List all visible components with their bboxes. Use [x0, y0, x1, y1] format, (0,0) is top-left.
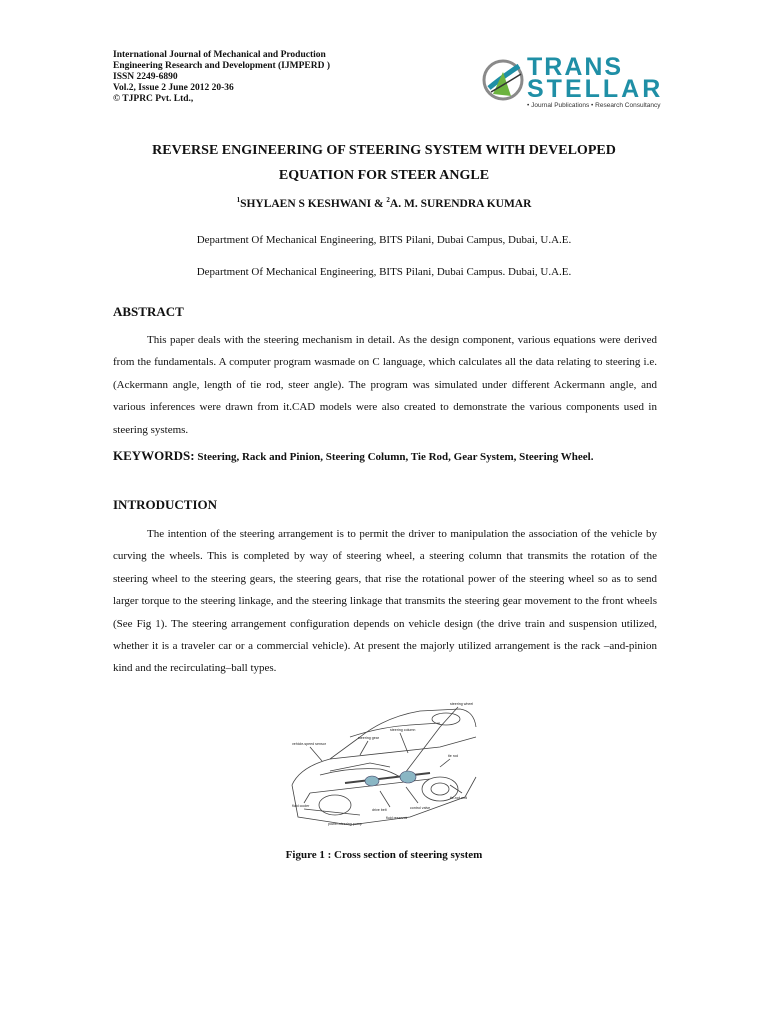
- label-tie-rod-end: tie-rod end: [450, 796, 468, 800]
- label-fluid-cooler: fluid cooler: [292, 804, 310, 808]
- affiliation-2: Department Of Mechanical Engineering, BITS Pilani, Dubai Campus. Dubai, U.A.E.: [196, 266, 572, 278]
- abstract-heading: ABSTRACT: [113, 304, 184, 319]
- journal-name-line1: International Journal of Mechanical and Production: [113, 50, 326, 60]
- paper-title: [90, 138, 678, 188]
- label-tie-rod: tie rod: [448, 754, 458, 758]
- label-drive-belt: drive belt: [372, 808, 387, 812]
- keywords-label: KEYWORDS:: [113, 448, 195, 463]
- affiliation-1: Department Of Mechanical Engineering, BITS Pilani, Dubai Campus, Dubai, U.A.E.: [196, 234, 572, 246]
- logo-tagline: • Journal Publications • Research Consultancy: [527, 102, 661, 109]
- keywords: [113, 445, 657, 468]
- label-vehicle-speed-sensor: vehicle-speed sensor: [292, 742, 326, 746]
- logo-word-trans: TRANS: [527, 53, 624, 81]
- label-steering-gear: steering gear: [358, 736, 379, 740]
- journal-issn: ISSN 2249-6890: [113, 72, 178, 82]
- label-power-steering-pump: power-steering pump: [328, 822, 362, 826]
- introduction-text: The intention of the steering arrangement is to permit the driver to manipulation the association of the vehicle by curving the wheels. This is completed by way of steering wheel, a steering column that transmits the rotation of the steering wheel to the steering gears, the steering gears, that rise the rotational power of the steering wheel so as to send larger torque to the steering linkage, and the steering linkage that transmits the steering gear movement to the front wheels (See Fig 1). The steering arrangement configuration depends on vehicle design (the drive train and suspension utilized, whether it is a traveler car or a commercial vehicle). At present the majorly utilized arrangement is the rack –and-pinion kind and the recirculating–ball types.: [113, 528, 657, 675]
- paper-title-line1: REVERSE ENGINEERING OF STEERING SYSTEM WITH DEVELOPED: [152, 143, 616, 158]
- publisher-logo: [481, 53, 664, 112]
- logo-wordmark: [527, 53, 664, 103]
- author1-marker: 1: [236, 196, 241, 204]
- paper-title-line2: EQUATION FOR STEER ANGLE: [278, 168, 490, 183]
- label-control-valve: control valve: [410, 806, 431, 810]
- label-steering-wheel: steering wheel: [450, 702, 474, 706]
- journal-info: [113, 50, 330, 105]
- journal-copyright: © TJPRC Pvt. Ltd.,: [113, 94, 194, 104]
- journal-name-line2: Engineering Research and Development (IJMPERD ): [113, 61, 330, 71]
- keywords-text: Steering, Rack and Pinion, Steering Column, Tie Rod, Gear System, Steering Wheel.: [194, 451, 594, 463]
- label-steering-column: steering column: [390, 728, 416, 732]
- introduction-heading: INTRODUCTION: [113, 497, 218, 512]
- label-fluid-reservoir: fluid reservoir: [386, 816, 408, 820]
- author1-name: SHYLAEN S KESHWANI &: [240, 197, 387, 210]
- author2-marker: 2: [386, 196, 390, 204]
- figure-1-steering-diagram: [290, 697, 478, 830]
- logo-word-stellar: STELLAR: [527, 75, 664, 103]
- figure-1-caption: Figure 1 : Cross section of steering system: [285, 849, 483, 861]
- steering-system-drawing: [290, 697, 478, 830]
- logo-globe-icon: [481, 58, 525, 106]
- abstract-text: This paper deals with the steering mechanism in detail. As the design component, various equations were derived from the fundamentals. A computer program wasmade on C language, which calculates all the data relating to steering i.e. (Ackermann angle, length of tie rod, steer angle). The program was simulated under different Ackermann angle, and various inferences were drawn from it.CAD models were also created to demonstrate the various components used in steering systems.: [113, 334, 657, 436]
- author-list: [90, 196, 678, 210]
- journal-volume: Vol.2, Issue 2 June 2012 20-36: [113, 83, 234, 93]
- author2-name: A. M. SURENDRA KUMAR: [389, 197, 532, 210]
